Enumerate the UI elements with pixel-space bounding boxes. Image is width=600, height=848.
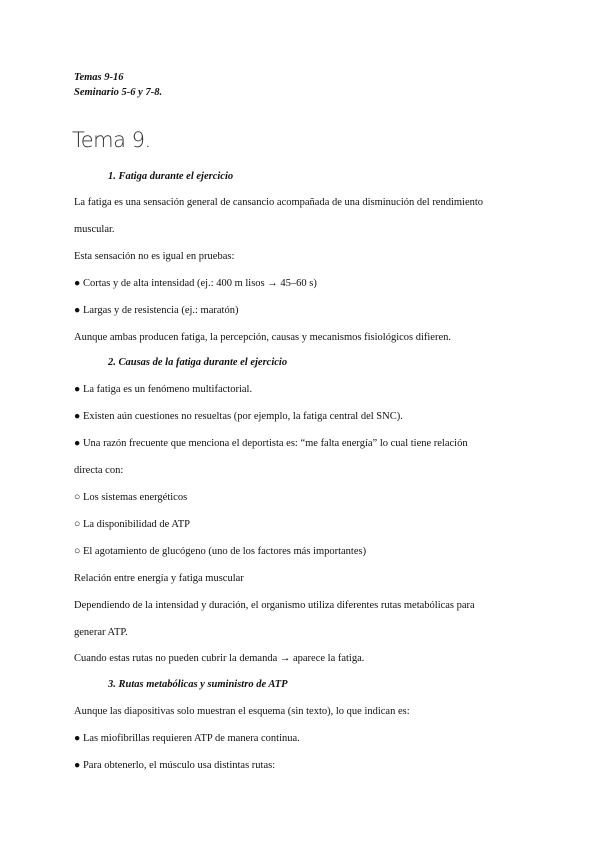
bullet-item: ● Cortas y de alta intensidad (ej.: 400 m lisos → 45–60 s) — [74, 278, 317, 289]
paragraph-line: Dependiendo de la intensidad y duración, el organismo utiliza diferentes rutas metabólicas para — [74, 600, 475, 611]
paragraph-line: directa con: — [74, 465, 124, 476]
header-topics: Temas 9-16 — [74, 72, 124, 83]
section-heading-2: 2. Causas de la fatiga durante el ejercicio — [108, 357, 288, 368]
sub-bullet-item: ○ La disponibilidad de ATP — [74, 519, 191, 530]
paragraph-line: Aunque ambas producen fatiga, la percepción, causas y mecanismos fisiológicos difieren. — [74, 332, 452, 343]
bullet-item: ● Para obtenerlo, el músculo usa distintas rutas: — [74, 760, 276, 771]
paragraph-line: Cuando estas rutas no pueden cubrir la demanda → aparece la fatiga. — [74, 653, 365, 664]
paragraph-line: muscular. — [74, 224, 115, 235]
paragraph-line: Aunque las diapositivas solo muestran el esquema (sin texto), lo que indican es: — [74, 706, 410, 717]
paragraph-line: Relación entre energía y fatiga muscular — [74, 573, 244, 584]
paragraph-line: Esta sensación no es igual en pruebas: — [74, 251, 235, 262]
tema-title: Tema 9. — [72, 128, 151, 152]
sub-bullet-item: ○ Los sistemas energéticos — [74, 492, 188, 503]
bullet-item: ● Una razón frecuente que menciona el deportista es: “me falta energía” lo cual tiene relación — [74, 438, 468, 449]
bullet-item: ● Largas y de resistencia (ej.: maratón) — [74, 305, 239, 316]
paragraph-line: generar ATP. — [74, 627, 128, 638]
sub-bullet-item: ○ El agotamiento de glucógeno (uno de los factores más importantes) — [74, 546, 367, 557]
header-seminars: Seminario 5-6 y 7-8. — [74, 87, 163, 98]
paragraph-line: La fatiga es una sensación general de cansancio acompañada de una disminución del rendimiento — [74, 197, 484, 208]
bullet-item: ● Las miofibrillas requieren ATP de manera continua. — [74, 733, 300, 744]
bullet-item: ● La fatiga es un fenómeno multifactorial. — [74, 384, 253, 395]
section-heading-3: 3. Rutas metabólicas y suministro de ATP — [108, 679, 288, 690]
section-heading-1: 1. Fatiga durante el ejercicio — [108, 171, 234, 182]
bullet-item: ● Existen aún cuestiones no resueltas (por ejemplo, la fatiga central del SNC). — [74, 411, 403, 422]
